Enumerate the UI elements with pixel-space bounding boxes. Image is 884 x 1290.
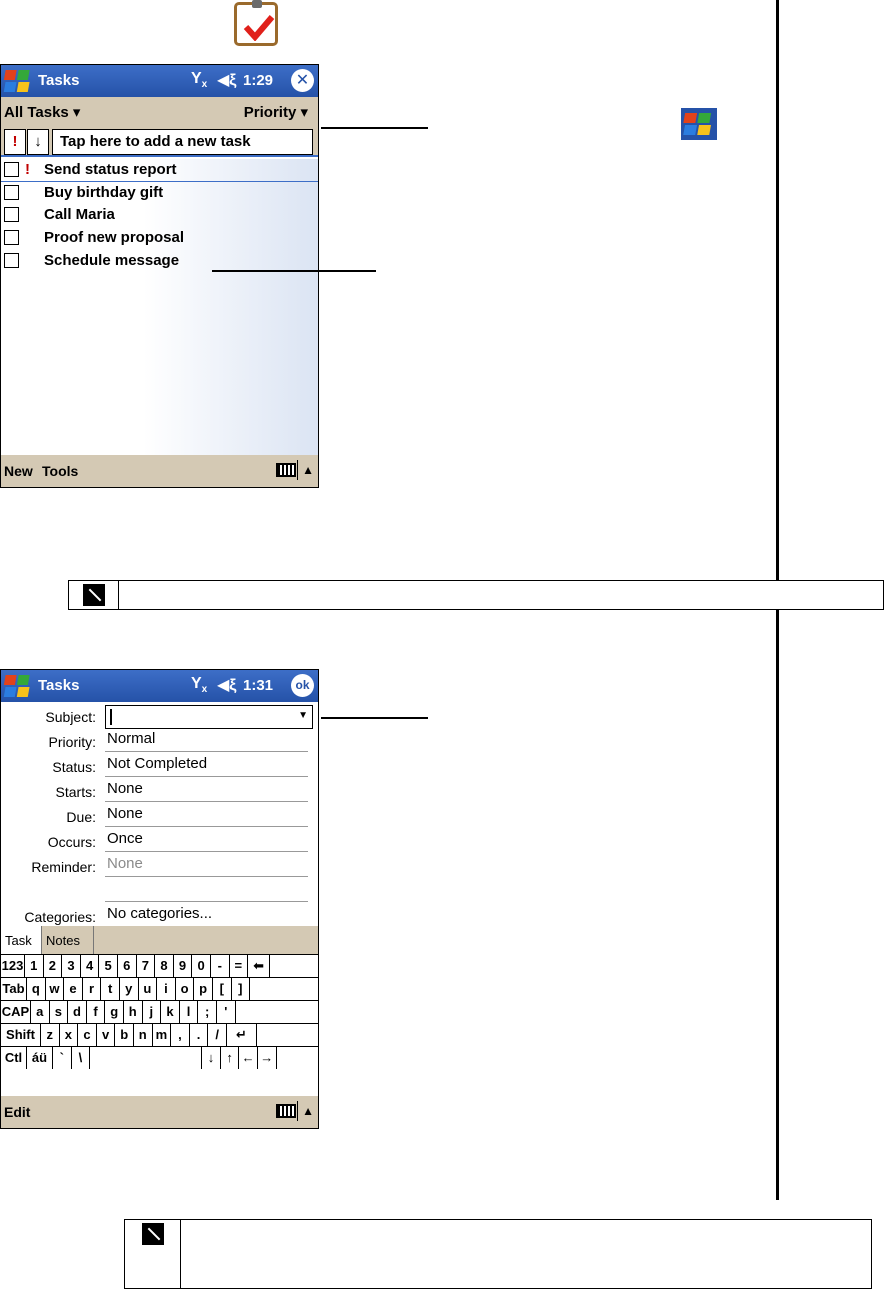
blank-row <box>1 877 318 902</box>
occurs-field[interactable]: Once <box>105 830 308 852</box>
subject-row <box>1 702 318 727</box>
task-label: Buy birthday gift <box>44 183 164 201</box>
tab-bar <box>1 926 318 954</box>
keyboard-key[interactable]: b <box>115 1024 134 1046</box>
keyboard-key[interactable]: q <box>27 978 46 1000</box>
starts-row <box>1 777 318 802</box>
keyboard-key[interactable]: s <box>50 1001 69 1023</box>
keyboard-key[interactable]: p <box>194 978 213 1000</box>
keyboard-key[interactable]: f <box>87 1001 106 1023</box>
callout-line <box>321 717 428 719</box>
keyboard-key[interactable]: x <box>60 1024 79 1046</box>
priority-indicator: ! <box>25 161 30 178</box>
field-label: Subject: <box>45 709 96 725</box>
keyboard-key[interactable]: o <box>176 978 195 1000</box>
keyboard-key[interactable]: Tab <box>1 978 27 1000</box>
categories-field[interactable]: No categories... <box>105 905 308 927</box>
starts-field[interactable]: None <box>105 780 308 802</box>
keyboard-row <box>1 977 318 1000</box>
title-bar <box>1 670 318 702</box>
tab-notes[interactable]: Notes <box>42 926 94 954</box>
keyboard-key[interactable]: m <box>153 1024 172 1046</box>
keyboard-row <box>1 1046 318 1069</box>
keyboard-key[interactable]: z <box>41 1024 60 1046</box>
reminder-field[interactable]: None <box>105 855 308 877</box>
note-pen-icon <box>125 1220 181 1288</box>
keyboard-key[interactable]: Shift <box>1 1024 41 1046</box>
keyboard-key[interactable]: e <box>64 978 83 1000</box>
list-item[interactable] <box>1 159 318 182</box>
keyboard-key[interactable]: ` <box>53 1047 72 1069</box>
field-label: Status: <box>52 759 96 775</box>
task-label: Call Maria <box>44 206 115 224</box>
volume-icon[interactable]: ◀ξ <box>217 677 237 694</box>
keyboard-key[interactable]: u <box>139 978 158 1000</box>
note-box <box>68 580 884 610</box>
signal-icon[interactable]: $Y_x$ <box>191 675 208 696</box>
field-label: Starts: <box>55 784 96 800</box>
task-label: Send status report <box>44 161 177 178</box>
keyboard-row <box>1 1023 318 1046</box>
keyboard-key[interactable]: r <box>83 978 102 1000</box>
keyboard-key[interactable]: [ <box>213 978 232 1000</box>
field-label: Occurs: <box>47 834 96 850</box>
entry-bar <box>1 127 318 157</box>
keyboard-key[interactable]: 8 <box>155 955 174 977</box>
callout-line <box>321 127 428 129</box>
keyboard-key[interactable]: l <box>180 1001 199 1023</box>
new-task-screen <box>0 669 319 1129</box>
menu-bar <box>1 455 318 487</box>
tasks-clipboard-icon <box>234 2 278 46</box>
list-item[interactable] <box>1 204 318 227</box>
menu-bar <box>1 1096 318 1128</box>
due-field[interactable]: None <box>105 805 308 827</box>
task-checkbox[interactable] <box>4 253 19 268</box>
keyboard-key[interactable]: CAP <box>1 1001 31 1023</box>
input-selector-arrow-icon[interactable]: ▲ <box>297 1101 314 1121</box>
keyboard-key[interactable]: ↵ <box>227 1024 257 1046</box>
windows-start-icon[interactable] <box>3 68 33 94</box>
blank-field[interactable] <box>105 880 308 902</box>
chevron-down-icon[interactable]: ▼ <box>298 710 308 721</box>
keyboard-key[interactable]: = <box>230 955 249 977</box>
list-item[interactable] <box>1 182 318 205</box>
tools-menu[interactable]: Tools <box>42 463 79 479</box>
keyboard-key[interactable]: 3 <box>62 955 81 977</box>
keyboard-key[interactable]: w <box>46 978 65 1000</box>
keyboard-key[interactable]: 1 <box>25 955 44 977</box>
keyboard-key[interactable]: 2 <box>44 955 63 977</box>
keyboard-key[interactable] <box>90 1047 202 1069</box>
keyboard-key[interactable]: i <box>157 978 176 1000</box>
tab-task[interactable]: Task <box>1 926 42 954</box>
volume-icon[interactable]: ◀ξ <box>217 72 237 89</box>
app-title: Tasks <box>38 677 80 694</box>
note-box <box>124 1219 872 1289</box>
windows-start-icon[interactable] <box>3 673 33 699</box>
windows-start-icon <box>681 108 717 140</box>
task-label: Proof new proposal <box>44 229 185 247</box>
keyboard-key[interactable]: ; <box>198 1001 217 1023</box>
keyboard-key[interactable]: ' <box>217 1001 236 1023</box>
title-bar <box>1 65 318 97</box>
keyboard-key[interactable]: ↑ <box>221 1047 240 1069</box>
field-label: Due: <box>66 809 96 825</box>
edit-menu[interactable]: Edit <box>4 1104 31 1120</box>
keyboard-key[interactable]: ] <box>232 978 251 1000</box>
keyboard-key[interactable]: áü <box>27 1047 53 1069</box>
keyboard-key[interactable]: g <box>105 1001 124 1023</box>
status-field[interactable]: Not Completed <box>105 755 308 777</box>
reminder-row <box>1 852 318 877</box>
task-list <box>1 159 318 488</box>
text-caret <box>110 709 112 725</box>
keyboard-key[interactable]: d <box>68 1001 87 1023</box>
clock[interactable]: 1:31 <box>243 677 274 694</box>
keyboard-key[interactable]: / <box>208 1024 227 1046</box>
task-checkbox[interactable] <box>4 207 19 222</box>
task-checkbox[interactable] <box>4 162 19 177</box>
keyboard-key[interactable]: ← <box>239 1047 258 1069</box>
callout-line <box>212 270 376 272</box>
keyboard-icon[interactable] <box>276 1104 296 1118</box>
sort-order-button[interactable]: ↓ <box>27 129 49 155</box>
keyboard-key[interactable]: t <box>101 978 120 1000</box>
task-checkbox[interactable] <box>4 230 19 245</box>
keyboard-key[interactable]: ⬅ <box>248 955 270 977</box>
new-task-entry[interactable]: Tap here to add a new task <box>52 129 313 155</box>
keyboard-key[interactable]: k <box>161 1001 180 1023</box>
new-menu[interactable]: New <box>4 463 33 479</box>
app-title: Tasks <box>38 72 80 89</box>
keyboard-key[interactable]: , <box>171 1024 190 1046</box>
keyboard-key[interactable]: - <box>211 955 230 977</box>
field-label: Categories: <box>24 909 96 925</box>
keyboard-key[interactable]: 7 <box>137 955 156 977</box>
keyboard-key[interactable]: j <box>143 1001 162 1023</box>
keyboard-key[interactable]: 9 <box>174 955 193 977</box>
keyboard-key[interactable]: 4 <box>81 955 100 977</box>
keyboard-key[interactable]: n <box>134 1024 153 1046</box>
keyboard-key[interactable]: ↓ <box>202 1047 221 1069</box>
category-filter-dropdown[interactable]: All Tasks ▾ <box>4 104 81 121</box>
task-label: Schedule message <box>44 251 180 269</box>
keyboard-row <box>1 1000 318 1023</box>
ok-button[interactable]: ok <box>291 674 314 697</box>
input-selector-arrow-icon[interactable]: ▲ <box>297 460 314 480</box>
signal-icon[interactable]: $Y_x$ <box>191 70 208 91</box>
due-row <box>1 802 318 827</box>
keyboard-key[interactable]: . <box>190 1024 209 1046</box>
clock[interactable]: 1:29 <box>243 72 274 89</box>
keyboard-key[interactable]: h <box>124 1001 143 1023</box>
filter-bar <box>1 97 318 127</box>
soft-keyboard <box>1 954 318 1069</box>
keyboard-key[interactable]: v <box>97 1024 116 1046</box>
priority-row <box>1 727 318 752</box>
keyboard-key[interactable]: Ctl <box>1 1047 27 1069</box>
status-row <box>1 752 318 777</box>
note-pen-icon <box>69 581 119 609</box>
keyboard-key[interactable]: 6 <box>118 955 137 977</box>
subject-input[interactable] <box>105 705 313 729</box>
tasks-list-screen <box>0 64 319 488</box>
task-form <box>1 702 318 926</box>
keyboard-icon[interactable] <box>276 463 296 477</box>
list-item[interactable] <box>1 227 318 250</box>
keyboard-key[interactable]: 123 <box>1 955 25 977</box>
keyboard-key[interactable]: y <box>120 978 139 1000</box>
priority-field[interactable]: Normal <box>105 730 308 752</box>
keyboard-key[interactable]: → <box>258 1047 277 1069</box>
keyboard-key[interactable]: 5 <box>99 955 118 977</box>
sort-dropdown[interactable]: Priority ▾ <box>243 104 308 121</box>
keyboard-key[interactable]: \ <box>72 1047 91 1069</box>
keyboard-key[interactable]: 0 <box>192 955 211 977</box>
task-checkbox[interactable] <box>4 185 19 200</box>
close-button[interactable]: ✕ <box>291 69 314 92</box>
occurs-row <box>1 827 318 852</box>
field-label: Priority: <box>48 734 96 750</box>
categories-row <box>1 902 318 927</box>
field-label: Reminder: <box>31 859 96 875</box>
keyboard-key[interactable]: c <box>78 1024 97 1046</box>
keyboard-key[interactable]: a <box>31 1001 50 1023</box>
priority-column-button[interactable]: ! <box>4 129 26 155</box>
keyboard-row <box>1 954 318 977</box>
